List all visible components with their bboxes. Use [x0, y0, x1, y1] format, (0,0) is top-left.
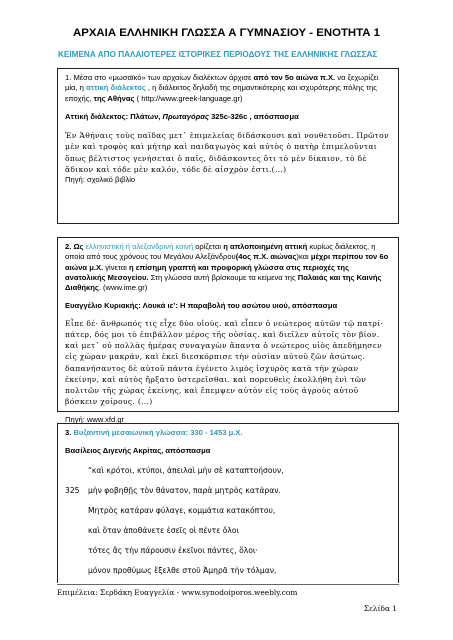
koine-text: γίνεται — [103, 262, 129, 272]
poem-line-text: καὶ ὅταν ἀποθάνετε ἐσεῖς οἱ πέντε ὅλοι — [88, 525, 240, 535]
poem-line — [65, 501, 391, 521]
text-box-byzantine — [57, 423, 399, 583]
intro-text: να ξεχωρίζει μία, η — [65, 73, 379, 93]
intro-source: ( http://www.greek-language.gr) — [134, 93, 243, 103]
intro-text: 1. Μέσα στο «μωσαϊκό» των αρχαίων διαλέκτων άρχισε — [65, 73, 254, 82]
line-number: 325 — [65, 485, 80, 495]
koine-text-bold: η επίσημη γραπτή και προφορική γλώσσα στις περιοχές της ανατολικής Μεσογείου. — [65, 262, 350, 282]
byzantine-heading — [65, 428, 391, 438]
intro-date: από τον 5ο αιώνα π.Χ. — [253, 73, 336, 82]
page-title: ΑΡΧΑΙΑ ΕΛΛΗΝΙΚΗ ΓΛΩΣΣΑ Α ΓΥΜΝΑΣΙΟΥ - ΕΝΟΤΗΤΑ 1 — [73, 27, 380, 39]
athens-term: της Αθήνας — [93, 93, 135, 103]
page-number: Σελίδα 1 — [363, 604, 397, 613]
heading-number: 3. — [65, 428, 74, 437]
poem-line — [65, 521, 391, 541]
excerpt-heading — [65, 112, 391, 122]
koine-text: κυρίως διάλεκτος, η οποία από τους χρόνους του Μεγάλου Αλεξάνδρου — [65, 242, 376, 262]
excerpt-heading-text: Αττική διάλεκτος: Πλάτων, — [65, 111, 163, 121]
koine-text: Στη γλώσσα αυτή βρίσκουμε τα κείμενα της — [148, 272, 298, 282]
koine-source: . (www.ime.gr) — [98, 283, 148, 293]
footer-author: Επιμέλεια: Σερδάκη Ευαγγελία - www.synodoiporos.weebly.com — [57, 588, 298, 597]
koine-term: ελληνιστική ή αλεξανδρινή κοινή — [85, 242, 194, 251]
byzantine-heading-text: Βυζαντινή μεσαιωνική γλώσσα: 330 - 1453 μ.Χ. — [73, 428, 243, 437]
koine-date: (4ος π.Χ. αιώνας — [235, 252, 297, 262]
poem-line-text: Μητρὸς κατάραν φύλαγε, κομμάτια κατακόπτου, — [88, 505, 276, 515]
ancient-greek-excerpt: Ἐν Ἀθήναις τοὺς παῖδας μετ᾽ ἐπιμελείας διδάσκουσι καὶ νουθετοῦσι. Πρῶτον μὲν καὶ τροφὸς καὶ μήτηρ καὶ παιδαγωγὸς καὶ αὐτὸς ὁ πατὴρ ἐπιμελοῦνται ὅπως βέλτιστος γενήσεται ὁ παῖς, διδάσκοντες ὅτι τὸ μὲν δίκαιον, τὸ δὲ ἄδικον καὶ τόδε μὲν καλόν, τόδε δὲ αἰσχρὸν ἐστι.(...) — [65, 131, 389, 174]
text-box-koine — [57, 237, 399, 425]
source-line: Πηγή: σχολικό βιβλίο — [65, 175, 136, 184]
excerpt-heading-text: 325c-326c , απόσπασμα — [208, 111, 299, 121]
poem-line — [65, 461, 391, 481]
attic-dialect-term: αττική διάλεκτος — [86, 83, 146, 93]
gospel-heading: Ευαγγέλιο Κυριακής: Λουκά ιε’: Η παραβολή του ασώτου υιού, απόσπασμα — [65, 301, 338, 311]
section-subtitle: ΚΕΙΜΕΝΑ ΑΠΟ ΠΑΛΑΙΟΤΕΡΕΣ ΙΣΤΟΡΙΚΕΣ ΠΕΡΙΟΔΟΥΣ ΤΗΣ ΕΛΛΗΝΙΚΗΣ ΓΛΩΣΣΑΣ — [58, 50, 378, 59]
koine-text: )και — [296, 252, 311, 262]
poem-line-text: μόνον προθύμως ἔξελθε στοῦ Ἀμηρᾶ τὴν τόλμαν, — [88, 565, 277, 575]
koine-text-bold: Παλαιάς και της Καινής Διαθήκης — [65, 272, 382, 293]
poem-line — [65, 481, 391, 501]
footer-divider — [57, 584, 399, 585]
poem — [65, 461, 391, 581]
poem-line — [65, 541, 391, 561]
koine-text: ορίζεται — [193, 242, 224, 251]
poem-line-text: τότες ἂς τὴν πάρουσιν ἐκεῖνοι πάντες, ὅλοι· — [88, 545, 258, 555]
koine-text-bold: η απλοποιημένη αττική — [223, 242, 308, 251]
excerpt-work-title: Πρωταγόρας — [162, 111, 209, 121]
koine-date: μέχρι περίπου τον 6ο αιώνα μ.Χ. — [65, 252, 389, 272]
koine-text: 2. Ως — [65, 242, 86, 251]
poem-line-text: μὴν φοβηθῇς τὸν θάνατον, παρὰ μητρὸς κατάραν. — [88, 485, 281, 495]
source-line: Πηγή: www.xfd.gr — [65, 415, 125, 425]
poem-line-text: “καὶ κρότοι, κτύποι, ἀπειλαὶ μὴν σὲ καταπτοήσουν, — [88, 465, 284, 475]
intro-paragraph — [65, 73, 391, 104]
poem-line — [65, 561, 391, 581]
gospel-excerpt: Εἶπε δέ· ἄνθρωπός τις εἶχε δύο υἱούς. καὶ εἶπεν ὁ νεώτερος αὐτῶν τῷ πατρί· πάτερ, δός μοι τὸ ἐπιβάλλον μέρος τῆς οὐσίας. καὶ διεῖλεν αὐτοῖς τὸν βίον. καὶ μετ᾿ οὐ πολλὰς ἡμέρας συναγαγὼν ἅπαντα ὁ νεώτερος υἱὸς ἀπεδήμησεν εἰς χώραν μακράν, καὶ ἐκεῖ διεσκόρπισε τὴν οὐσίαν αὐτοῦ ζῶν ἀσώτως. δαπανήσαντος δὲ αὐτοῦ πάντα ἐγένετο λιμὸς ἰσχυρὸς κατὰ τὴν χώραν ἐκείνην, καὶ αὐτὸς ἤρξατο ὑστερεῖσθαι. καὶ πορευθεὶς ἐκολλήθη ἑνὶ τῶν πολιτῶν τῆς χώρας ἐκείνης, καὶ ἔπεμψεν αὐτὸν εἰς τοὺς ἀγροὺς αὐτοῦ βόσκειν χοίρους. (...) — [65, 318, 384, 407]
intro-text: , η διάλεκτος δηλαδή της σημαντικότερης και ισχυρότερης πόλης της εποχής, — [65, 83, 377, 103]
koine-paragraph — [65, 242, 391, 293]
text-box-attic — [57, 68, 399, 224]
akritas-heading: Βασίλειος Διγενής Ακρίτας, απόσπασμα — [65, 446, 211, 456]
